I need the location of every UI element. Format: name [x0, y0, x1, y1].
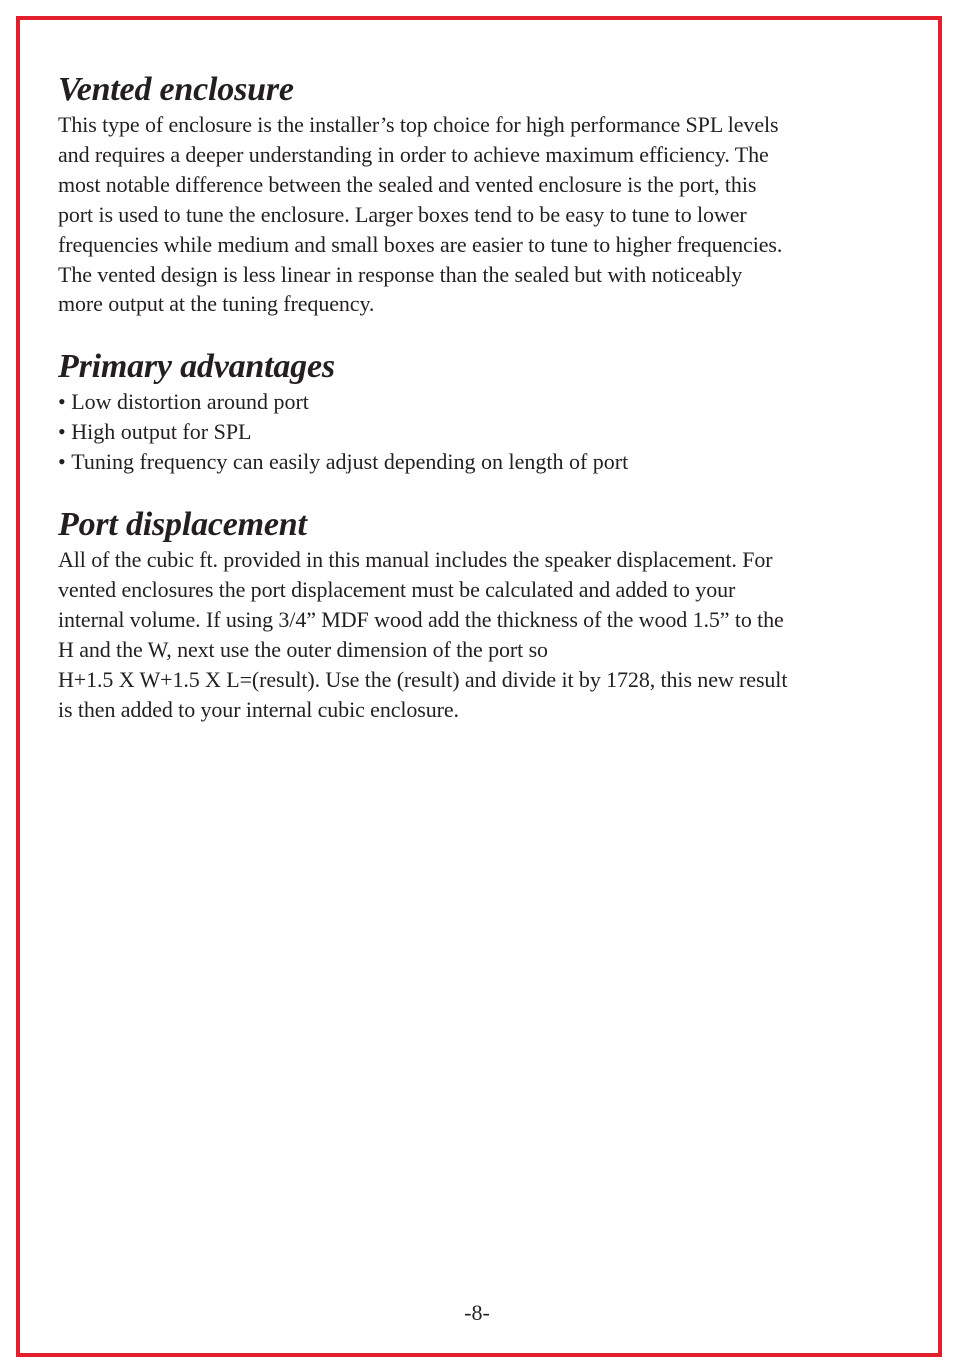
text-line: The vented design is less linear in response than the sealed but with noticeably	[58, 261, 743, 287]
text-line: H+1.5 X W+1.5 X L=(result). Use the (result) and divide it by 1728, this new result	[58, 666, 788, 692]
list-item: • Tuning frequency can easily adjust depending on length of port	[58, 447, 908, 477]
text-line: and requires a deeper understanding in order to achieve maximum efficiency. The	[58, 141, 769, 167]
text-line: vented enclosures the port displacement must be calculated and added to your	[58, 576, 736, 602]
page-content	[58, 70, 908, 753]
list-item: • Low distortion around port	[58, 387, 908, 417]
text-line: H and the W, next use the outer dimension of the port so	[58, 636, 548, 662]
text-line: internal volume. If using 3/4” MDF wood add the thickness of the wood 1.5” to the	[58, 606, 784, 632]
heading-vented-enclosure: Vented enclosure	[58, 71, 294, 108]
heading-port-displacement: Port displacement	[58, 506, 307, 544]
advantages-list	[58, 387, 908, 477]
text-line: is then added to your internal cubic enclosure.	[58, 696, 459, 722]
text-line: most notable difference between the sealed and vented enclosure is the port, this	[58, 171, 757, 197]
list-item: • High output for SPL	[58, 417, 908, 447]
paragraph-port-displacement	[58, 545, 908, 724]
page-number: -8-	[464, 1300, 490, 1325]
heading-primary-advantages: Primary advantages	[58, 348, 335, 386]
section-vented-enclosure	[58, 70, 908, 319]
text-line: All of the cubic ft. provided in this manual includes the speaker displacement. For	[58, 547, 773, 573]
text-line: This type of enclosure is the installer’s top choice for high performance SPL levels	[58, 112, 779, 137]
section-port-displacement	[58, 505, 908, 724]
text-line: port is used to tune the enclosure. Larger boxes tend to be easy to tune to lower	[58, 201, 747, 227]
text-line: more output at the tuning frequency.	[58, 291, 375, 317]
paragraph-vented-enclosure	[58, 110, 908, 319]
text-line: frequencies while medium and small boxes are easier to tune to higher frequencies.	[58, 231, 783, 257]
section-primary-advantages	[58, 347, 908, 477]
